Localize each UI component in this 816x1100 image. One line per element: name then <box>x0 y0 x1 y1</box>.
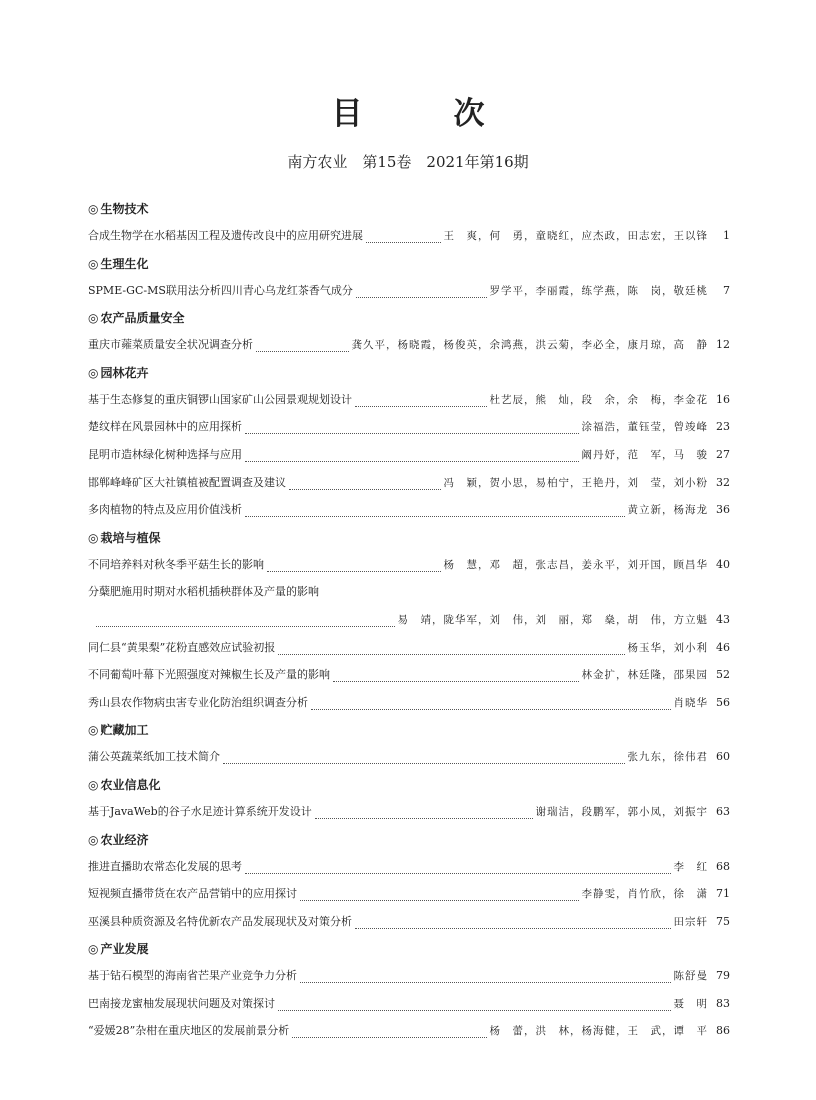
article-title: 巴南接龙蜜柚发展现状问题及对策探讨 <box>88 996 275 1010</box>
dot-leader <box>366 222 441 243</box>
article-authors: 杨 蕾，洪 林，杨海健，王 武，谭 平 <box>489 1025 708 1038</box>
toc-entry[interactable] <box>88 281 730 309</box>
section-name: 农业信息化 <box>100 777 161 792</box>
page-number: 46 <box>716 640 730 654</box>
page-number: 60 <box>716 750 730 764</box>
page-number: 71 <box>716 887 730 901</box>
dot-leader <box>311 689 671 710</box>
article-title: 多肉植物的特点及应用价值浅析 <box>88 503 242 517</box>
article-title: 巫溪县种质资源及名特优新农产品发展现状及对策分析 <box>88 914 352 928</box>
dot-leader <box>300 962 671 983</box>
page-title: 目 次 <box>331 96 515 132</box>
article-authors: 田宗轩 <box>673 915 708 928</box>
toc-entry[interactable] <box>88 912 730 940</box>
section-mark-icon: ◎ <box>88 832 99 847</box>
toc-entry[interactable] <box>88 335 730 363</box>
article-authors: 李静雯，肖竹欣，徐 潇 <box>581 888 708 901</box>
page-number: 43 <box>716 612 730 626</box>
toc-entry[interactable] <box>88 500 730 528</box>
toc-entry[interactable] <box>88 693 730 721</box>
article-authors: 杜艺辰，熊 灿，段 余，余 梅，李金花 <box>489 393 708 406</box>
section-mark-icon: ◎ <box>88 723 99 738</box>
dot-leader <box>356 277 487 298</box>
article-title: 短视频直播带货在农产品营销中的应用探讨 <box>88 887 297 901</box>
dot-leader <box>278 990 671 1011</box>
dot-leader <box>355 908 671 929</box>
page-number: 56 <box>716 695 730 709</box>
dot-leader <box>355 386 487 407</box>
page-number: 40 <box>716 557 730 571</box>
section-mark-icon: ◎ <box>88 530 99 545</box>
section-name: 园林花卉 <box>100 365 149 380</box>
section-name: 生理生化 <box>100 256 149 271</box>
dot-leader <box>315 798 533 819</box>
toc-entry[interactable] <box>88 802 730 830</box>
article-authors: 谢瑞洁，段鹏军，郭小凤，刘振宇 <box>535 805 708 818</box>
article-authors: 陈舒曼 <box>673 970 708 983</box>
page-number: 27 <box>716 447 730 461</box>
article-authors: 冯 颖，贺小思，易柏宁，王艳丹，刘 莹，刘小粉 <box>443 476 708 489</box>
section-name: 农业经济 <box>100 832 149 847</box>
dot-leader <box>245 441 579 462</box>
dot-leader <box>245 853 671 874</box>
article-title: 分蘖肥施用时期对水稻机插秧群体及产量的影响 <box>88 585 319 599</box>
section-mark-icon: ◎ <box>88 365 99 380</box>
page-number: 83 <box>716 996 730 1010</box>
article-title: SPME-GC-MS联用法分析四川青心乌龙红茶香气成分 <box>88 283 353 297</box>
article-title: 昆明市造林绿化树种选择与应用 <box>88 447 242 461</box>
article-authors: 肖晓华 <box>673 696 708 709</box>
page-number: 36 <box>716 503 730 517</box>
dot-leader <box>96 606 395 627</box>
article-title: 推进直播助农常态化发展的思考 <box>88 859 242 873</box>
article-authors: 张九东，徐伟君 <box>627 751 708 764</box>
article-authors: 罗学平，李丽霞，练学燕，陈 岗，敬廷桃 <box>489 284 708 297</box>
page-number: 86 <box>716 1024 730 1038</box>
article-authors: 杨 慧，邓 超，张志昌，姜永平，刘开国，顾昌华 <box>443 558 708 571</box>
article-authors: 易 靖，陇华军，刘 伟，刘 丽，郑 燊，胡 伟，方立魁 <box>397 613 708 626</box>
section-heading <box>88 308 730 335</box>
article-authors: 杨玉华，刘小利 <box>627 641 708 654</box>
article-title: 楚纹样在风景园林中的应用探析 <box>88 420 242 434</box>
section-name: 栽培与植保 <box>100 530 161 545</box>
article-authors: 李 红 <box>673 860 708 873</box>
article-title: 不同培养料对秋冬季平菇生长的影响 <box>88 557 264 571</box>
article-title: 合成生物学在水稻基因工程及遗传改良中的应用研究进展 <box>88 229 363 242</box>
section-name: 生物技术 <box>100 202 149 216</box>
section-name: 贮藏加工 <box>100 723 149 738</box>
section-mark-icon: ◎ <box>88 777 99 792</box>
page-number: 63 <box>716 804 730 818</box>
page-number: 75 <box>716 914 730 928</box>
page-number: 52 <box>716 668 730 682</box>
table-of-contents <box>88 199 730 1049</box>
section-mark-icon: ◎ <box>88 311 99 326</box>
section-mark-icon: ◎ <box>88 256 99 271</box>
dot-leader <box>289 469 441 490</box>
section-mark-icon: ◎ <box>88 942 99 957</box>
dot-leader <box>333 661 579 682</box>
page-number: 1 <box>723 229 730 242</box>
section-mark-icon: ◎ <box>88 202 99 216</box>
section-name: 产业发展 <box>100 942 149 957</box>
article-authors: 黄立新，杨海龙 <box>627 504 708 517</box>
article-title: 秀山县农作物病虫害专业化防治组织调查分析 <box>88 695 308 709</box>
article-authors: 林金扩，林廷隆，邵果园 <box>581 669 708 682</box>
toc-entry[interactable] <box>88 555 730 583</box>
article-title: 基于钻石模型的海南省芒果产业竞争力分析 <box>88 969 297 983</box>
page-number: 12 <box>716 338 730 352</box>
page-number: 23 <box>716 420 730 434</box>
dot-leader <box>292 1017 486 1038</box>
article-title: 重庆市蕹菜质量安全状况调查分析 <box>88 338 253 352</box>
page-number: 68 <box>716 859 730 873</box>
article-authors: 龚久平，杨晓霞，杨俊英，余鸿燕，洪云菊，李必全，康月琼，高 静 <box>351 339 708 352</box>
toc-entry[interactable] <box>88 747 730 775</box>
article-title: “爱媛28”杂柑在重庆地区的发展前景分析 <box>88 1024 290 1038</box>
article-title: 邯郸峰峰矿区大社镇植被配置调查及建议 <box>88 475 286 489</box>
article-title: 蒲公英蔬菜纸加工技术简介 <box>88 750 220 764</box>
dot-leader <box>245 413 579 434</box>
dot-leader <box>256 331 349 352</box>
article-authors: 聂 明 <box>673 997 708 1010</box>
article-authors: 阚丹妤，范 军，马 骏 <box>581 448 708 461</box>
toc-entry[interactable] <box>88 226 730 254</box>
dot-leader <box>223 743 625 764</box>
page-number: 79 <box>716 969 730 983</box>
section-name: 农产品质量安全 <box>100 311 185 326</box>
issue-subtitle: 南方农业 第15卷 2021年第16期 <box>287 153 529 171</box>
page-number: 32 <box>716 475 730 489</box>
article-title: 不同葡萄叶幕下光照强度对辣椒生长及产量的影响 <box>88 668 330 682</box>
article-title: 同仁县“黄果梨”花粉直感效应试验初报 <box>88 640 276 654</box>
article-authors: 涂福浩，董钰莹，曾竣峰 <box>581 421 708 434</box>
dot-leader <box>278 634 624 655</box>
article-authors: 王 爽，何 勇，童晓红，应杰政，田志宏，王以锋 <box>443 230 708 242</box>
toc-entry[interactable] <box>88 1021 730 1049</box>
dot-leader <box>245 496 625 517</box>
page-number: 16 <box>716 392 730 406</box>
dot-leader <box>300 880 579 901</box>
article-title: 基于JavaWeb的谷子水足迹计算系统开发设计 <box>88 804 312 818</box>
article-title: 基于生态修复的重庆铜锣山国家矿山公园景观规划设计 <box>88 392 352 406</box>
dot-leader <box>267 551 441 572</box>
page-number: 7 <box>723 283 730 297</box>
